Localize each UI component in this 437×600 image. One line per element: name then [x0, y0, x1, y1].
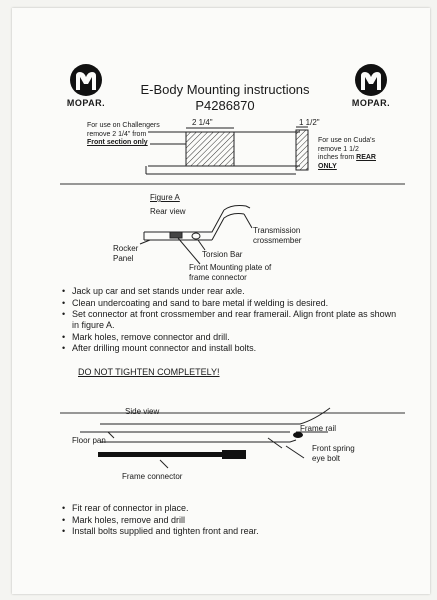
note-line: remove 1 1/2 [318, 145, 359, 153]
brand-text-left: MOPAR. [66, 98, 106, 108]
dimension-right: 1 1/2" [299, 118, 320, 127]
list-item: • Clean undercoating and sand to bare metal if welding is desired. [60, 298, 405, 309]
transmission-label: Transmission crossmember [253, 226, 302, 245]
front-plate-label: Front Mounting plate of frame connector [189, 263, 272, 282]
front-spring-label: Front spring eye bolt [312, 444, 355, 463]
cuda-note [318, 137, 376, 171]
title-line-1: E-Body Mounting instructions [140, 82, 310, 97]
part-number: P4286870 [195, 98, 255, 113]
floor-pan-label: Floor pan [72, 436, 106, 445]
frame-connector-label: Frame connector [122, 472, 183, 481]
frame-rail-label: Frame rail [300, 424, 337, 433]
dimension-left: 2 1/4" [192, 118, 213, 127]
figure-a-subtitle: Rear view [150, 207, 186, 216]
list-item: • Install bolts supplied and tighten front and rear. [60, 526, 405, 537]
list-item: • After drilling mount connector and install bolts. [60, 343, 405, 354]
instruction-list-2 [60, 503, 405, 538]
figure-a-title: Figure A [150, 193, 180, 202]
list-item: • Mark holes, remove and drill [60, 515, 405, 526]
list-item: • Mark holes, remove connector and drill. [60, 332, 405, 343]
note-line: For use on Cuda's [318, 137, 375, 144]
instruction-list-1 [60, 286, 405, 355]
note-line: remove 2 1/4" from [87, 130, 147, 138]
warning-text: DO NOT TIGHTEN COMPLETELY! [78, 367, 220, 377]
note-line: For use on Challengers [87, 122, 160, 129]
connector-cut-diagram [146, 127, 308, 174]
rocker-panel-label: Rocker Panel [113, 244, 139, 263]
note-line: Front section only [87, 139, 148, 146]
side-view-title: Side view [125, 407, 160, 416]
challenger-note [87, 122, 160, 148]
list-item: • Jack up car and set stands under rear axle. [60, 286, 405, 297]
note-line: inches from REAR [318, 154, 376, 161]
note-line: ONLY [318, 162, 337, 170]
list-item: • Set connector at front crossmember and rear framerail. Align front plate as shown in figure A. [60, 309, 405, 331]
list-item: • Fit rear of connector in place. [60, 503, 405, 514]
brand-text-right: MOPAR. [351, 98, 391, 108]
side-view-drawing [80, 408, 330, 468]
torsion-bar-label: Torsion Bar [202, 250, 243, 259]
